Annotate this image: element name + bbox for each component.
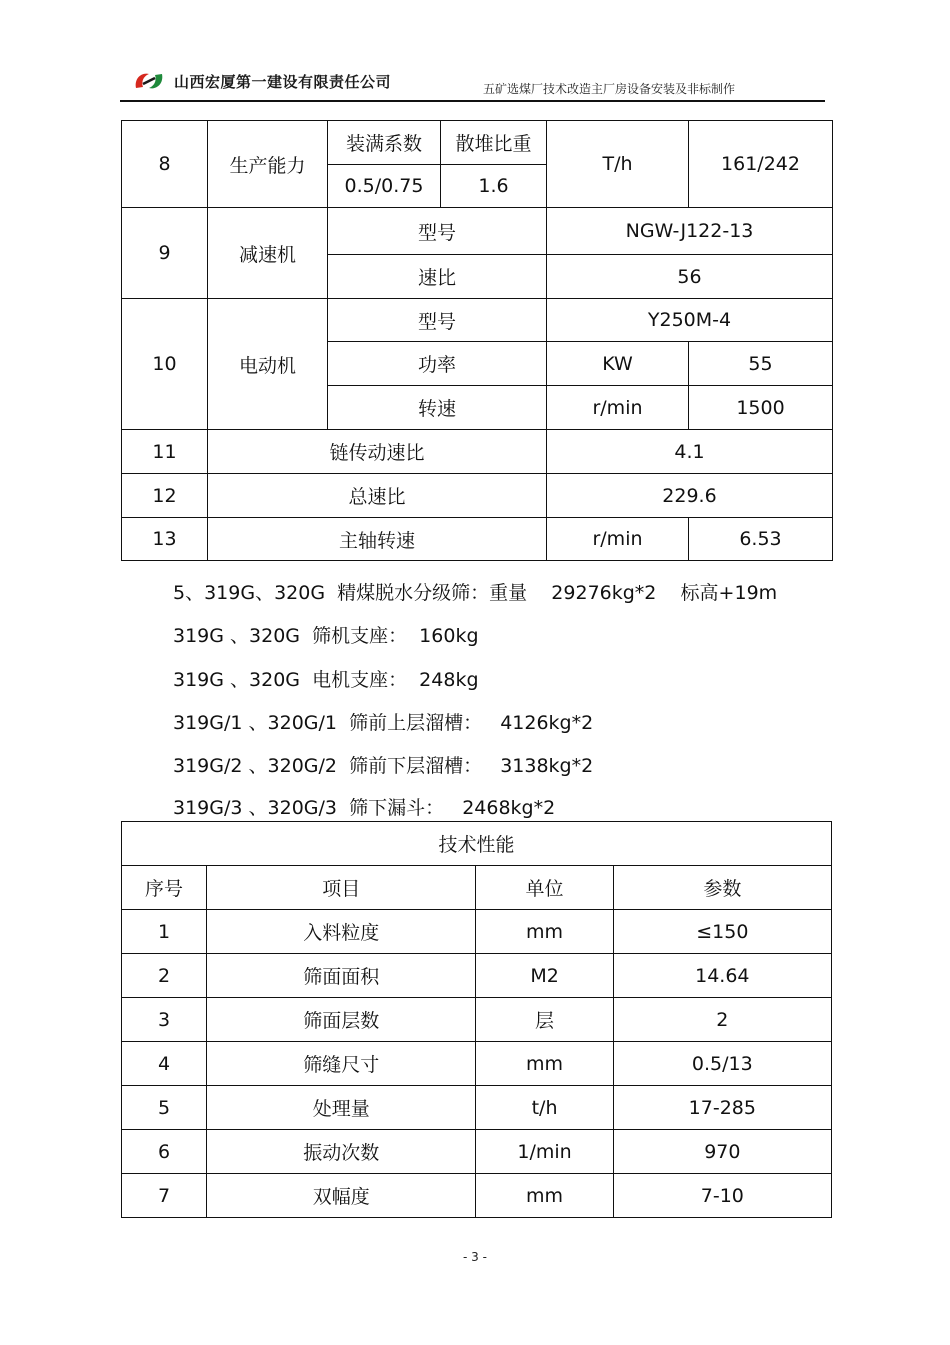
page-number: - 3 - bbox=[463, 1250, 487, 1264]
table-cell: M2 bbox=[476, 954, 613, 998]
table-cell: 2 bbox=[613, 998, 831, 1042]
value-cell: NGW-J122-13 bbox=[547, 208, 833, 255]
table-row bbox=[122, 518, 833, 561]
table-row bbox=[122, 299, 833, 342]
item-name: 电动机 bbox=[208, 299, 328, 430]
item-name: 生产能力 bbox=[208, 121, 328, 208]
value-cell: 229.6 bbox=[547, 474, 833, 518]
sub-label: 型号 bbox=[328, 299, 547, 342]
table-cell: 1/min bbox=[476, 1130, 613, 1174]
table-cell: ≤150 bbox=[613, 910, 831, 954]
value-cell: Y250M-4 bbox=[547, 299, 833, 342]
value-cell: 1500 bbox=[689, 386, 833, 430]
table-cell: 7 bbox=[122, 1174, 207, 1218]
table-row bbox=[122, 954, 832, 998]
sub-label: 转速 bbox=[328, 386, 547, 430]
table-row bbox=[122, 430, 833, 474]
table-cell: 3 bbox=[122, 998, 207, 1042]
sub-label: 装满系数 bbox=[328, 121, 441, 165]
table-cell: 17-285 bbox=[613, 1086, 831, 1130]
item-name: 减速机 bbox=[208, 208, 328, 299]
table-cell: 处理量 bbox=[207, 1086, 476, 1130]
table-row bbox=[122, 1174, 832, 1218]
table-cell: 6 bbox=[122, 1130, 207, 1174]
table-row bbox=[122, 1042, 832, 1086]
technical-performance-table bbox=[121, 821, 832, 1218]
value-cell: 6.53 bbox=[689, 518, 833, 561]
company-logo-icon bbox=[132, 68, 166, 94]
table-title: 技术性能 bbox=[122, 822, 832, 866]
table-cell: mm bbox=[476, 1174, 613, 1218]
table-cell: t/h bbox=[476, 1086, 613, 1130]
value-cell: 161/242 bbox=[689, 121, 833, 208]
table-cell: 振动次数 bbox=[207, 1130, 476, 1174]
item-name: 总速比 bbox=[208, 474, 547, 518]
table-cell: 筛缝尺寸 bbox=[207, 1042, 476, 1086]
sub-label: 散堆比重 bbox=[441, 121, 547, 165]
row-number: 13 bbox=[122, 518, 208, 561]
table-cell: 0.5/13 bbox=[613, 1042, 831, 1086]
sub-label: 功率 bbox=[328, 342, 547, 386]
table-title-row bbox=[122, 822, 832, 866]
unit-cell: r/min bbox=[547, 386, 689, 430]
table-header-row bbox=[122, 866, 832, 910]
column-header: 参数 bbox=[613, 866, 831, 910]
company-name: 山西宏厦第一建设有限责任公司 bbox=[174, 73, 392, 91]
paragraph-line: 319G 、320G 筛机支座： 160kg bbox=[173, 625, 479, 647]
sub-label: 速比 bbox=[328, 255, 547, 299]
table-cell: 4 bbox=[122, 1042, 207, 1086]
item-name: 主轴转速 bbox=[208, 518, 547, 561]
table-row bbox=[122, 998, 832, 1042]
page-header bbox=[120, 62, 825, 102]
table-row bbox=[122, 1086, 832, 1130]
value-cell: 4.1 bbox=[547, 430, 833, 474]
paragraph-line: 319G/2 、320G/2 筛前下层溜槽： 3138kg*2 bbox=[173, 755, 594, 777]
table-cell: 层 bbox=[476, 998, 613, 1042]
table-cell: 14.64 bbox=[613, 954, 831, 998]
column-header: 项目 bbox=[207, 866, 476, 910]
table-cell: 1 bbox=[122, 910, 207, 954]
row-number: 11 bbox=[122, 430, 208, 474]
paragraph-line: 5、319G、320G 精煤脱水分级筛：重量 29276kg*2 标高+19m bbox=[173, 582, 778, 604]
unit-cell: T/h bbox=[547, 121, 689, 208]
table-cell: 入料粒度 bbox=[207, 910, 476, 954]
table-cell: 双幅度 bbox=[207, 1174, 476, 1218]
paragraph-line: 319G 、320G 电机支座： 248kg bbox=[173, 669, 479, 691]
row-number: 10 bbox=[122, 299, 208, 430]
table-cell: 5 bbox=[122, 1086, 207, 1130]
row-number: 9 bbox=[122, 208, 208, 299]
table-cell: 筛面层数 bbox=[207, 998, 476, 1042]
spec-table-continued bbox=[121, 120, 833, 561]
table-cell: 2 bbox=[122, 954, 207, 998]
table-cell: mm bbox=[476, 1042, 613, 1086]
row-number: 8 bbox=[122, 121, 208, 208]
table-row bbox=[122, 910, 832, 954]
table-row bbox=[122, 1130, 832, 1174]
table-cell: 筛面面积 bbox=[207, 954, 476, 998]
item-name: 链传动速比 bbox=[208, 430, 547, 474]
paragraph-line: 319G/3 、320G/3 筛下漏斗： 2468kg*2 bbox=[173, 797, 556, 819]
table-cell: mm bbox=[476, 910, 613, 954]
sub-value: 1.6 bbox=[441, 165, 547, 208]
column-header: 单位 bbox=[476, 866, 613, 910]
value-cell: 55 bbox=[689, 342, 833, 386]
row-number: 12 bbox=[122, 474, 208, 518]
table-row bbox=[122, 208, 833, 255]
unit-cell: KW bbox=[547, 342, 689, 386]
paragraph-line: 319G/1 、320G/1 筛前上层溜槽： 4126kg*2 bbox=[173, 712, 594, 734]
table-cell: 970 bbox=[613, 1130, 831, 1174]
sub-value: 0.5/0.75 bbox=[328, 165, 441, 208]
column-header: 序号 bbox=[122, 866, 207, 910]
table-row bbox=[122, 121, 833, 165]
table-row bbox=[122, 474, 833, 518]
document-title: 五矿选煤厂技术改造主厂房设备安装及非标制作 bbox=[482, 82, 735, 96]
value-cell: 56 bbox=[547, 255, 833, 299]
unit-cell: r/min bbox=[547, 518, 689, 561]
sub-label: 型号 bbox=[328, 208, 547, 255]
table-cell: 7-10 bbox=[613, 1174, 831, 1218]
